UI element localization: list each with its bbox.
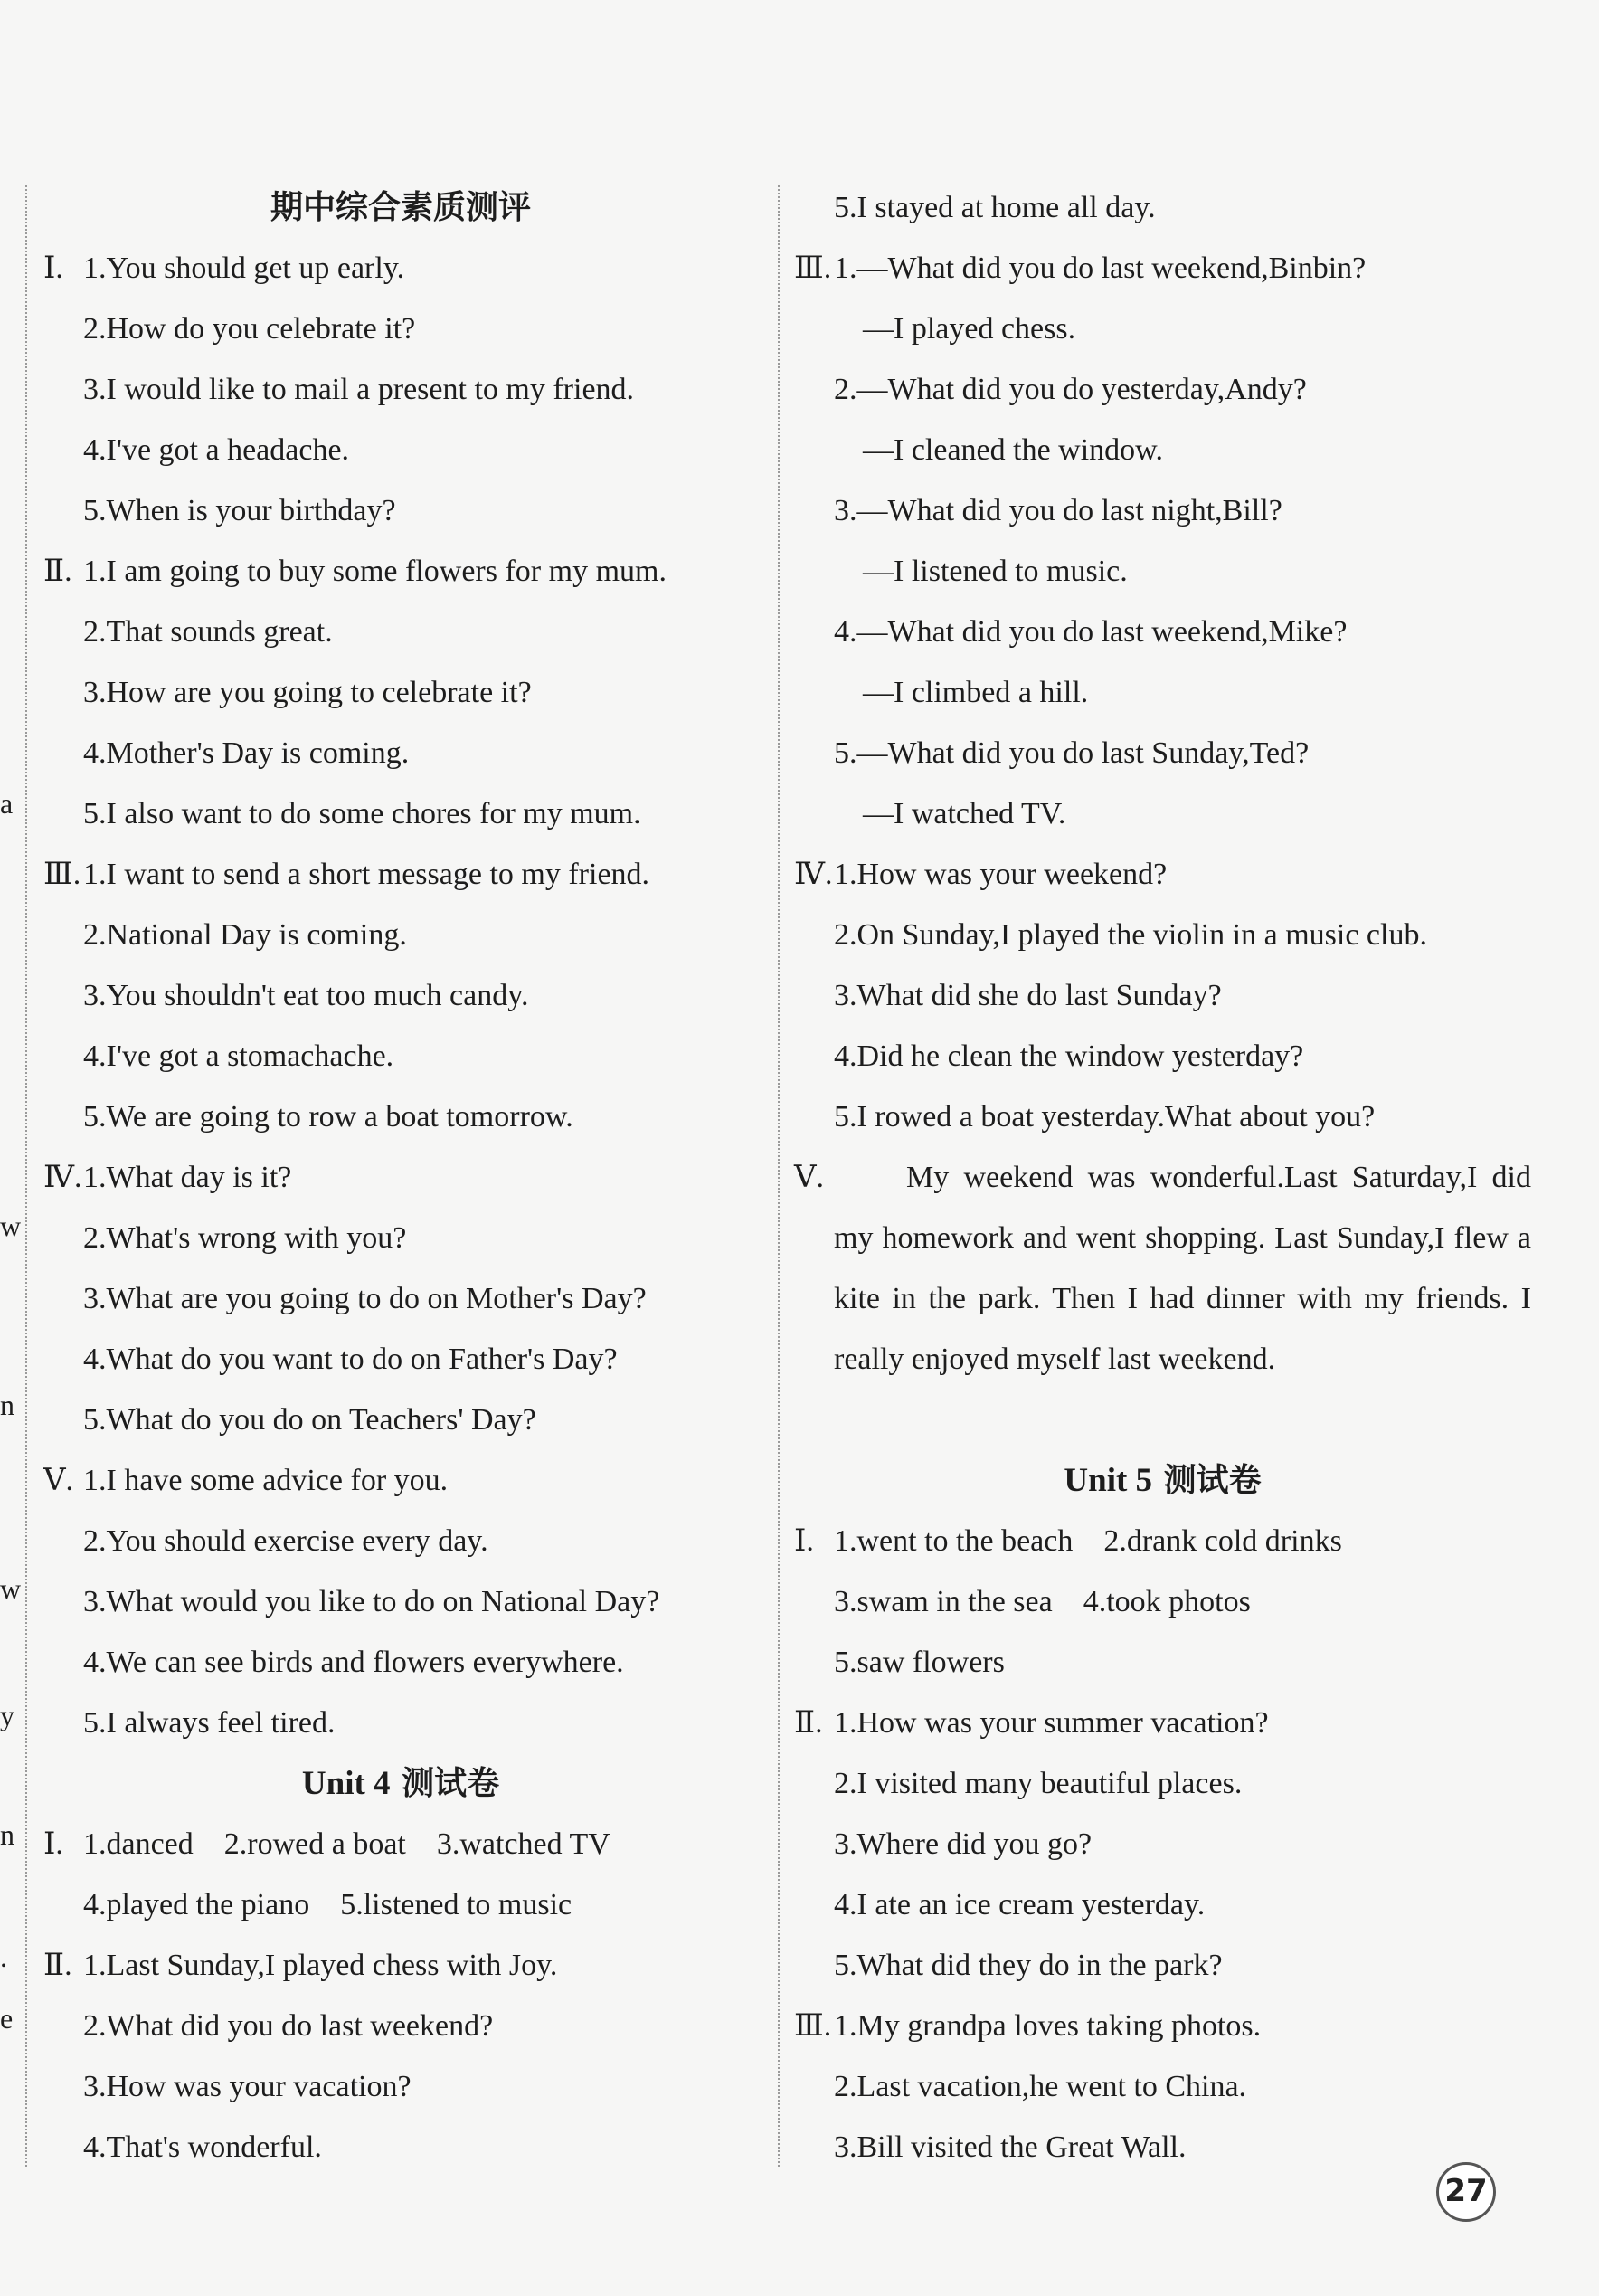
section-mark: Ⅴ. bbox=[794, 1161, 825, 1194]
section-mark: Ⅰ. bbox=[794, 1524, 814, 1558]
list-item: 2.Last vacation,he went to China. bbox=[834, 2070, 1247, 2103]
list-item: Ⅲ.1.My grandpa loves taking photos. bbox=[794, 1996, 1531, 2056]
edge-letter: n bbox=[0, 1818, 14, 1851]
list-item: —I cleaned the window. bbox=[863, 433, 1164, 467]
edge-letter: w bbox=[0, 1210, 22, 1242]
edge-letter: n bbox=[0, 1389, 14, 1421]
list-item: Ⅲ.1.I want to send a short message to my friend. bbox=[43, 844, 758, 905]
list-item: —I listened to music. bbox=[863, 555, 1128, 588]
left-column bbox=[43, 177, 758, 2177]
list-item: 3.I would like to mail a present to my friend. bbox=[83, 373, 635, 406]
list-item: 4.I've got a stomachache. bbox=[83, 1039, 394, 1073]
list-item: 3.How are you going to celebrate it? bbox=[83, 676, 532, 709]
list-item: 2.National Day is coming. bbox=[83, 918, 407, 952]
section-mark: Ⅳ. bbox=[43, 1161, 82, 1194]
section-mark: Ⅲ. bbox=[794, 2009, 832, 2043]
list-item: 4.That's wonderful. bbox=[83, 2130, 322, 2164]
list-item: 4.We can see birds and flowers everywhere. bbox=[83, 1646, 624, 1679]
list-item: 2.On Sunday,I played the violin in a music club. bbox=[834, 918, 1427, 952]
list-item: 5.I also want to do some chores for my mum. bbox=[83, 797, 641, 830]
right-column bbox=[794, 177, 1531, 2177]
list-item: 5.What do you do on Teachers' Day? bbox=[83, 1403, 536, 1437]
list-item: Ⅰ. 1.danced 2.rowed a boat 3.watched TV bbox=[43, 1814, 758, 1874]
edge-letter: y bbox=[0, 1699, 14, 1731]
list-item: 2.What's wrong with you? bbox=[83, 1221, 407, 1255]
list-item: 4.What do you want to do on Father's Day? bbox=[83, 1342, 618, 1376]
list-item: 3.What are you going to do on Mother's Day? bbox=[83, 1282, 647, 1315]
list-item: 3.How was your vacation? bbox=[83, 2070, 412, 2103]
edge-letter: e bbox=[0, 2002, 14, 2035]
list-item: 2.That sounds great. bbox=[83, 615, 333, 649]
list-item: 5.I stayed at home all day. bbox=[834, 191, 1156, 224]
list-item: Ⅱ. 1.How was your summer vacation? bbox=[794, 1693, 1531, 1753]
list-item: Ⅴ. 1.I have some advice for you. bbox=[43, 1450, 758, 1511]
center-dotted-divider bbox=[778, 185, 780, 2167]
section-mark: Ⅱ. bbox=[43, 1949, 72, 1982]
list-item: 5.I rowed a boat yesterday.What about you? bbox=[834, 1100, 1376, 1134]
edge-letter: w bbox=[0, 1572, 22, 1605]
list-item: 4.I've got a headache. bbox=[83, 433, 350, 467]
list-item: —I played chess. bbox=[863, 312, 1076, 346]
list-item: 4.—What did you do last weekend,Mike? bbox=[834, 615, 1348, 649]
list-item: Ⅳ.1.What day is it? bbox=[43, 1147, 758, 1208]
list-item: 4.Mother's Day is coming. bbox=[83, 736, 410, 770]
list-item: 3.What would you like to do on National Day? bbox=[83, 1585, 660, 1618]
section-mark: Ⅱ. bbox=[794, 1706, 823, 1740]
list-item: 4.played the piano 5.listened to music bbox=[83, 1888, 572, 1921]
list-item: 3.Bill visited the Great Wall. bbox=[834, 2130, 1187, 2164]
list-item: 5.saw flowers bbox=[834, 1646, 1005, 1679]
list-item: 5.When is your birthday? bbox=[83, 494, 396, 527]
section-mark: Ⅳ. bbox=[794, 858, 833, 891]
section-title-unit4: Unit 4 测试卷 bbox=[301, 1765, 500, 1802]
list-item: Ⅲ.1.—What did you do last weekend,Binbin? bbox=[794, 238, 1531, 299]
left-dotted-divider bbox=[25, 185, 27, 2167]
list-item: Ⅱ. 1.I am going to buy some flowers for my mum. bbox=[43, 541, 758, 602]
list-item: 2.I visited many beautiful places. bbox=[834, 1767, 1243, 1800]
section-mark: Ⅱ. bbox=[43, 555, 72, 588]
section-mark: Ⅲ. bbox=[794, 251, 832, 285]
list-item: 5.What did they do in the park? bbox=[834, 1949, 1223, 1982]
list-item: 2.You should exercise every day. bbox=[83, 1524, 488, 1558]
list-item: 5.We are going to row a boat tomorrow. bbox=[83, 1100, 573, 1134]
list-item: 4.Did he clean the window yesterday? bbox=[834, 1039, 1304, 1073]
edge-letter: . bbox=[0, 1940, 7, 1973]
page-number-badge: 27 bbox=[1436, 2162, 1496, 2222]
section-mark: Ⅰ. bbox=[43, 251, 63, 285]
list-item: 3.swam in the sea 4.took photos bbox=[834, 1585, 1251, 1618]
edge-letter: a bbox=[0, 787, 14, 820]
writing-paragraph bbox=[794, 1147, 1531, 1450]
list-item: 2.What did you do last weekend? bbox=[83, 2009, 494, 2043]
list-item: 3.What did she do last Sunday? bbox=[834, 979, 1222, 1012]
list-item: —I climbed a hill. bbox=[863, 676, 1089, 709]
list-item: Ⅰ. 1.You should get up early. bbox=[43, 238, 758, 299]
section-title-midterm: 期中综合素质测评 bbox=[270, 189, 531, 226]
list-item: Ⅳ.1.How was your weekend? bbox=[794, 844, 1531, 905]
section-title-unit5: Unit 5 测试卷 bbox=[1064, 1462, 1262, 1499]
list-item: 3.—What did you do last night,Bill? bbox=[834, 494, 1282, 527]
list-item: 5.—What did you do last Sunday,Ted? bbox=[834, 736, 1310, 770]
list-item: 2.—What did you do yesterday,Andy? bbox=[834, 373, 1307, 406]
list-item: Ⅰ. 1.went to the beach 2.drank cold drinks bbox=[794, 1511, 1531, 1571]
section-mark: Ⅲ. bbox=[43, 858, 81, 891]
paragraph-text: My weekend was wonderful.Last Saturday,I did my homework and went shopping. Last Sunday,I flew a kite in the park. Then I had dinner with my friends. I really enjoyed myself last weekend. bbox=[834, 1161, 1531, 1376]
list-item: Ⅱ. 1.Last Sunday,I played chess with Joy. bbox=[43, 1935, 758, 1996]
list-item: —I watched TV. bbox=[863, 797, 1066, 830]
list-item: 2.How do you celebrate it? bbox=[83, 312, 416, 346]
list-item: 5.I always feel tired. bbox=[83, 1706, 336, 1740]
list-item: 3.You shouldn't eat too much candy. bbox=[83, 979, 529, 1012]
list-item: 4.I ate an ice cream yesterday. bbox=[834, 1888, 1206, 1921]
list-item: 3.Where did you go? bbox=[834, 1827, 1093, 1861]
section-mark: Ⅰ. bbox=[43, 1827, 63, 1861]
section-mark: Ⅴ. bbox=[43, 1464, 74, 1497]
